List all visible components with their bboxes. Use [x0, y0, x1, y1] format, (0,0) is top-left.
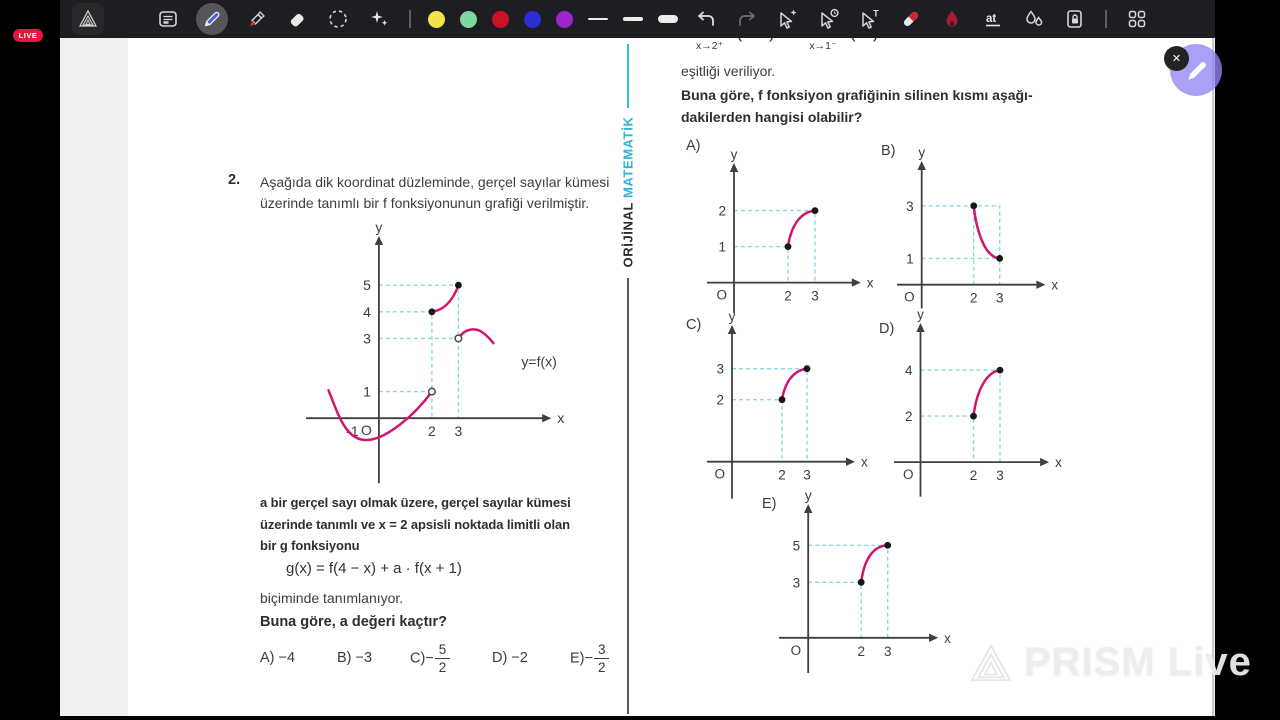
problem-number: 2.: [228, 172, 241, 188]
color-yellow-swatch[interactable]: [428, 11, 445, 28]
option-label-option-d: D): [879, 321, 895, 337]
svg-text:T: T: [873, 8, 879, 20]
right-question-line-1: Buna göre, f fonksiyon grafiğinin silinen kısmı aşağı-: [681, 87, 1033, 103]
choice-d-label: D): [492, 650, 508, 666]
svg-text:O: O: [361, 421, 373, 438]
text-style-icon[interactable]: [980, 6, 1006, 32]
svg-text:x: x: [557, 409, 565, 426]
stem-line-1: Aşağıda dik koordinat düzleminde, gerçel sayılar kümesi: [260, 174, 610, 190]
live-badge: LIVE: [13, 29, 43, 42]
choice-d-value: −2: [511, 650, 528, 666]
formula-suffix: biçiminde tanımlanıyor.: [260, 590, 404, 606]
svg-text:y: y: [916, 308, 924, 322]
pen-tool-icon[interactable]: [196, 3, 228, 35]
toolbar-divider: [1105, 10, 1107, 28]
choice-e[interactable]: [570, 642, 609, 675]
svg-text:y: y: [804, 490, 812, 504]
choice-e-fraction: $\frac{3}{2}$: [594, 642, 610, 675]
svg-text:x: x: [1054, 454, 1062, 470]
prism-triangle-icon: [76, 7, 100, 31]
svg-text:x: x: [943, 630, 951, 646]
svg-text:3: 3: [883, 643, 892, 659]
choice-c[interactable]: [410, 642, 450, 675]
svg-text:3: 3: [995, 467, 1004, 483]
color-blue-swatch[interactable]: [524, 11, 541, 28]
svg-text:O: O: [902, 466, 913, 482]
svg-text:1: 1: [363, 383, 372, 400]
svg-text:2: 2: [904, 408, 912, 424]
problem-condition: [260, 492, 571, 557]
svg-text:O: O: [714, 467, 725, 483]
svg-text:y: y: [375, 221, 383, 235]
svg-text:5: 5: [792, 538, 801, 554]
watermark-text: PRISM Live: [1024, 640, 1252, 684]
choice-b-value: −3: [355, 650, 373, 666]
svg-text:3: 3: [996, 290, 1004, 306]
svg-text:x: x: [1051, 277, 1059, 293]
svg-text:3: 3: [906, 199, 914, 215]
choice-a[interactable]: [260, 650, 295, 666]
svg-text:3: 3: [792, 575, 801, 591]
color-red-swatch[interactable]: [492, 11, 509, 28]
watermark-triangle-icon: [968, 642, 1014, 684]
svg-text:x: x: [861, 455, 868, 471]
brand-text-dark: ORİJİNAL: [620, 198, 636, 268]
prism-logo[interactable]: [72, 3, 104, 35]
stroke-thin-button[interactable]: [588, 18, 608, 21]
pointer-text-icon[interactable]: [857, 6, 883, 32]
pointer-timer-icon[interactable]: [816, 6, 842, 32]
effects-sparkle-icon[interactable]: [366, 6, 392, 32]
choice-c-fraction: $\frac{5}{2}$: [435, 642, 451, 675]
choice-b-label: B): [337, 650, 352, 666]
svg-text:O: O: [904, 289, 915, 305]
svg-text:2: 2: [428, 422, 436, 439]
highlighter-icon[interactable]: [243, 6, 269, 32]
svg-text:4: 4: [904, 362, 912, 378]
choice-c-label: C): [410, 650, 426, 667]
option-label-option-e: E): [762, 496, 777, 512]
stroke-thick-button[interactable]: [658, 15, 678, 23]
flame-marker-icon[interactable]: [939, 6, 965, 32]
svg-text:5: 5: [363, 276, 372, 293]
annotation-toolbar: [60, 0, 1215, 38]
svg-text:3: 3: [454, 422, 463, 439]
svg-text:2: 2: [970, 290, 978, 306]
choice-d[interactable]: [492, 650, 528, 666]
svg-text:y: y: [918, 147, 926, 161]
choice-e-label: E): [570, 650, 585, 667]
svg-text:-1: -1: [346, 422, 359, 439]
lim-1-sub: x→2⁺: [696, 40, 724, 52]
right-question: [681, 84, 1033, 128]
svg-text:3: 3: [803, 468, 811, 484]
condition-line-3: bir g fonksiyonu: [260, 538, 360, 553]
svg-text:at: at: [986, 13, 997, 25]
choice-c-minus: −: [425, 650, 434, 667]
brand-text-cyan: MATEMATİK: [620, 116, 636, 199]
svg-text:3: 3: [363, 330, 372, 347]
svg-text:x: x: [866, 275, 874, 291]
svg-text:O: O: [790, 642, 802, 658]
lim-2-sub: x→1⁻: [809, 40, 837, 52]
svg-text:2: 2: [778, 468, 786, 484]
watermark: [968, 640, 1252, 685]
condition-line-1: a bir gerçel sayı olmak üzere, gerçel sayılar kümesi: [260, 495, 571, 510]
undo-icon[interactable]: [693, 6, 719, 32]
svg-text:y: y: [730, 149, 738, 163]
g-formula: g(x) = f(4 − x) + a · f(x + 1): [286, 560, 462, 577]
svg-text:O: O: [716, 287, 727, 303]
lasso-icon[interactable]: [325, 6, 351, 32]
svg-text:3: 3: [716, 362, 724, 378]
problem-stem: [260, 172, 609, 214]
svg-text:y=f(x): y=f(x): [521, 353, 557, 370]
svg-text:1: 1: [906, 251, 914, 267]
divider-line-top: [627, 44, 629, 108]
stroke-medium-button[interactable]: [623, 17, 643, 22]
color-green-swatch[interactable]: [460, 11, 477, 28]
svg-text:2: 2: [784, 288, 792, 304]
option-label-option-c: C): [686, 317, 702, 333]
svg-text:4: 4: [363, 303, 372, 320]
choice-b[interactable]: [337, 650, 372, 666]
svg-text:1: 1: [718, 239, 726, 255]
svg-text:3: 3: [811, 288, 819, 304]
svg-text:2: 2: [718, 203, 726, 219]
color-purple-swatch[interactable]: [556, 11, 573, 28]
apps-grid-icon[interactable]: [1124, 6, 1150, 32]
notes-icon[interactable]: [155, 6, 181, 32]
svg-text:2: 2: [969, 467, 977, 483]
divider-line-bottom: [627, 278, 629, 714]
choice-a-label: A): [260, 650, 275, 666]
toolbar-divider: [409, 10, 411, 28]
pointer-effects-icon[interactable]: [775, 6, 801, 32]
given-text: eşitliği veriliyor.: [681, 63, 776, 79]
right-question-line-2: dakilerden hangisi olabilir?: [681, 109, 863, 125]
svg-text:2: 2: [716, 393, 724, 409]
problem-question: Buna göre, a değeri kaçtır?: [260, 614, 447, 630]
redo-icon[interactable]: [734, 6, 760, 32]
svg-text:2: 2: [857, 643, 865, 659]
choice-e-minus: −: [584, 650, 593, 667]
condition-line-2: üzerinde tanımlı ve x = 2 apsisli noktada limitli olan: [260, 516, 570, 532]
floating-close-badge[interactable]: ✕: [1164, 46, 1189, 71]
svg-text:y: y: [728, 311, 736, 325]
laser-pill-icon[interactable]: [898, 6, 924, 32]
eraser-icon[interactable]: [284, 6, 310, 32]
option-label-option-b: B): [881, 143, 896, 159]
shapes-icon[interactable]: [1021, 6, 1047, 32]
locked-notes-icon[interactable]: [1062, 6, 1088, 32]
option-label-option-a: A): [686, 138, 701, 154]
stem-line-2: üzerinde tanımlı bir f fonksiyonunun grafiği verilmiştir.: [260, 195, 590, 211]
choice-a-value: −4: [278, 650, 296, 666]
